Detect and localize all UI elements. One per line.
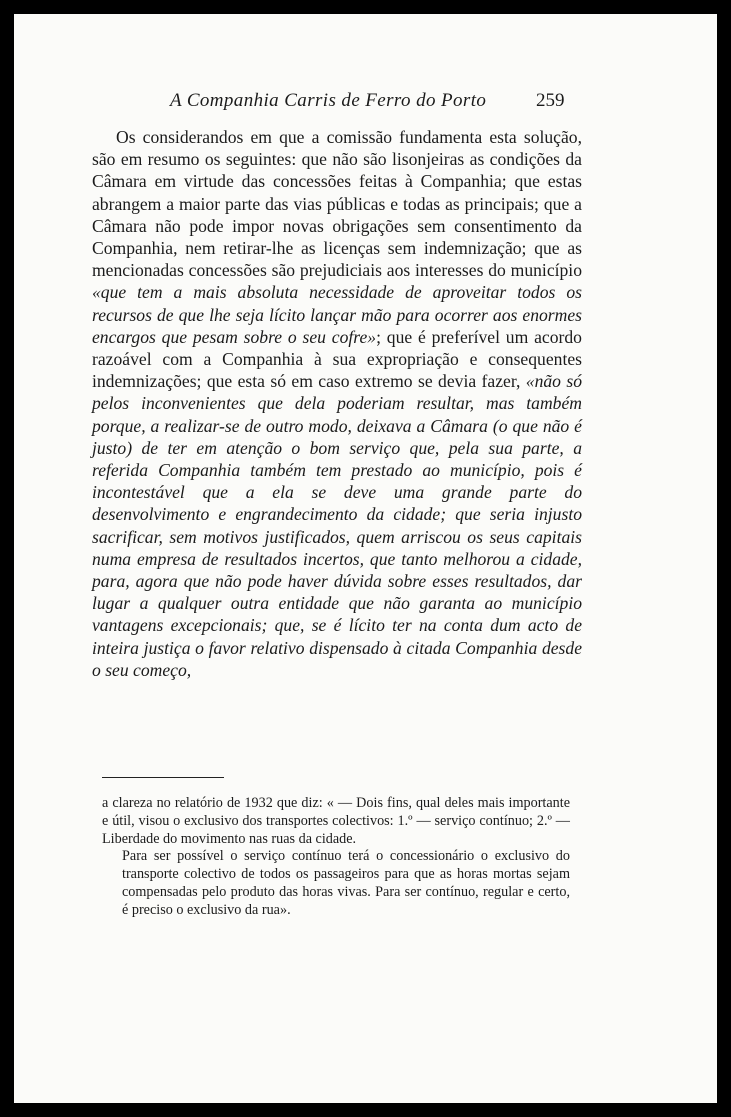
book-page xyxy=(14,14,717,1103)
paragraph-text-1: Os considerandos em que a comissão fundamenta esta solução, são em resumo os seguintes: que não são lisonjeiras as condições da Câmara em virtude das concessões feitas à Companhia; que estas abrangem a maior parte das vias públicas e todas as principais; que a Câmara não pode impor novas obrigações sem consentimento da Companhia, nem retirar-lhe as licenças sem indemnização; que as mencionadas concessões são prejudiciais aos interesses do município xyxy=(92,127,582,281)
paragraph-indent xyxy=(92,127,116,147)
paragraph-text-2: ; que é preferível um acordo razoável com a Companhia à sua expropriação e consequentes indemnizações; que esta só em caso extremo se devia fazer, xyxy=(92,326,582,392)
footnote-paragraph-1: a clareza no relatório de 1932 que diz: « — Dois fins, qual deles mais importante e útil, visou o exclusivo dos transportes colectivos: 1.º — serviço contínuo; 2.º — Liberdade do movimento nas ruas da cidade. xyxy=(102,795,570,847)
footnote xyxy=(102,795,570,920)
footnote-separator xyxy=(102,777,224,778)
running-title: A Companhia Carris de Ferro do Porto xyxy=(170,90,487,111)
quote-italic-1: «que tem a mais absoluta necessidade de aproveitar todos os recursos de que lhe seja lícito lançar mão para ocorrer aos enormes encargos que pesam sobre o seu cofre» xyxy=(92,282,582,347)
footnote-paragraph-2: Para ser possível o serviço contínuo terá o concessionário o exclusivo do transporte colectivo de todos os passageiros para que as horas mortas sejam compensadas pelo produto das horas vivas. Para ser contínuo, regular e certo, é preciso o exclusivo da rua». xyxy=(122,848,570,918)
quote-italic-2: «não só pelos inconvenientes que dela poderiam resultar, mas também porque, a realizar-se de outro modo, deixava a Câmara (o que não é justo) de ter em atenção o bom serviço que, pela sua parte, a referida Companhia também tem prestado ao município, pois é incontestável que a ela se deve uma grande parte do desenvolvimento e engrandecimento da cidade; que seria injusto sacrificar, sem motivos justificados, quem arriscou os seus capitais numa empresa de resultados incertos, que tanto melhorou a cidade, para, agora que não pode haver dúvida sobre esses resultados, dar lugar a qualquer outra entidade que não garanta ao município vantagens excepcionais; que, se é lícito ter na conta dum acto de inteira justiça o favor relativo dispensado à citada Companhia desde o seu começo, xyxy=(92,371,582,680)
page-number: 259 xyxy=(536,90,565,111)
page-header xyxy=(14,90,717,118)
main-paragraph xyxy=(92,126,582,681)
